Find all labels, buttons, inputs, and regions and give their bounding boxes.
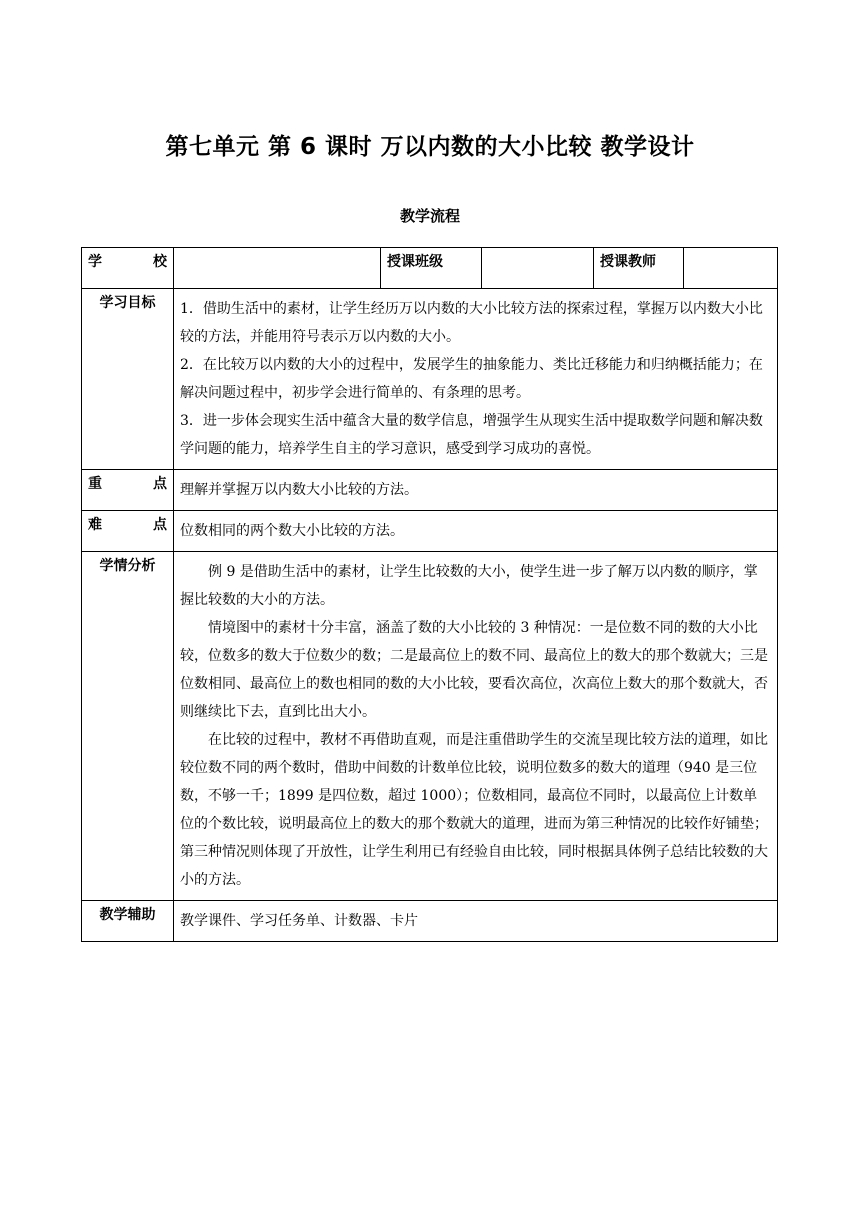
school-label-char-2: 校: [153, 254, 167, 270]
key-point-label-char-1: 重: [88, 476, 102, 492]
table-row-key-point: [82, 470, 778, 511]
class-value: [482, 248, 594, 289]
school-label: [82, 248, 174, 289]
document-subtitle: 教学流程: [399, 207, 460, 225]
key-point-label-char-2: 点: [153, 476, 167, 492]
goal-item-2: 2．在比较万以内数的大小的过程中，发展学生的抽象能力、类比迁移能力和归纳概括能力；在解决问题过程中，初步学会进行简单的、有条理的思考。: [180, 357, 763, 401]
key-point-label: [82, 470, 174, 511]
school-label-char-1: 学: [88, 254, 102, 270]
goals-content: [174, 289, 778, 470]
aids-label: 教学辅助: [82, 901, 174, 942]
table-row-goals: [82, 289, 778, 470]
difficulty-label-char-2: 点: [153, 517, 167, 533]
key-point-content: 理解并掌握万以内数大小比较的方法。: [174, 470, 778, 511]
teacher-label: 授课教师: [594, 248, 684, 289]
difficulty-label-char-1: 难: [88, 517, 102, 533]
difficulty-label: [82, 511, 174, 552]
table-row-difficulty: [82, 511, 778, 552]
goal-item-3: 3．进一步体会现实生活中蕴含大量的数学信息，增强学生从现实生活中提取数学问题和解决数学问题的能力，培养学生自主的学习意识，感受到学习成功的喜悦。: [180, 413, 763, 457]
class-label: 授课班级: [381, 248, 482, 289]
document-title: 第七单元 第 6 课时 万以内数的大小比较 教学设计: [165, 134, 695, 160]
table-row-analysis: [82, 552, 778, 901]
table-row-school: [82, 248, 778, 289]
analysis-paragraph-2: 情境图中的素材十分丰富，涵盖了数的大小比较的 3 种情况：一是位数不同的数的大小比较，位数多的数大于位数少的数；二是最高位上的数不同、最高位上的数大的那个数就大；三是位数相同、最高位上的数也相同的数的大小比较，要看次高位，次高位上数大的那个数就大，否则继续比下去，直到比出大小。: [180, 620, 768, 720]
school-value: [174, 248, 381, 289]
aids-content: 教学课件、学习任务单、计数器、卡片: [174, 901, 778, 942]
analysis-paragraph-1: 例 9 是借助生活中的素材，让学生比较数的大小，使学生进一步了解万以内数的顺序，掌握比较数的大小的方法。: [180, 564, 758, 608]
teacher-value: [684, 248, 778, 289]
analysis-label: 学情分析: [82, 552, 174, 901]
lesson-plan-table: [81, 247, 778, 942]
difficulty-content: 位数相同的两个数大小比较的方法。: [174, 511, 778, 552]
analysis-content: [174, 552, 778, 901]
analysis-paragraph-3: 在比较的过程中，教材不再借助直观，而是注重借助学生的交流呈现比较方法的道理，如比较位数不同的两个数时，借助中间数的计数单位比较，说明位数多的数大的道理（940 是三位数，不够一千；1899 是四位数，超过 1000）；位数相同，最高位不同时，以最高位上计数单位的个数比较，说明最高位上的数大的那个数就大的道理，进而为第三种情况的比较作好铺垫；第三种情况则体现了开放性，让学生利用已有经验自由比较，同时根据具体例子总结比较数的大小的方法。: [180, 732, 768, 888]
goals-label: 学习目标: [82, 289, 174, 470]
goal-item-1: 1．借助生活中的素材，让学生经历万以内数的大小比较方法的探索过程，掌握万以内数大小比较的方法，并能用符号表示万以内数的大小。: [180, 301, 763, 345]
table-row-aids: [82, 901, 778, 942]
